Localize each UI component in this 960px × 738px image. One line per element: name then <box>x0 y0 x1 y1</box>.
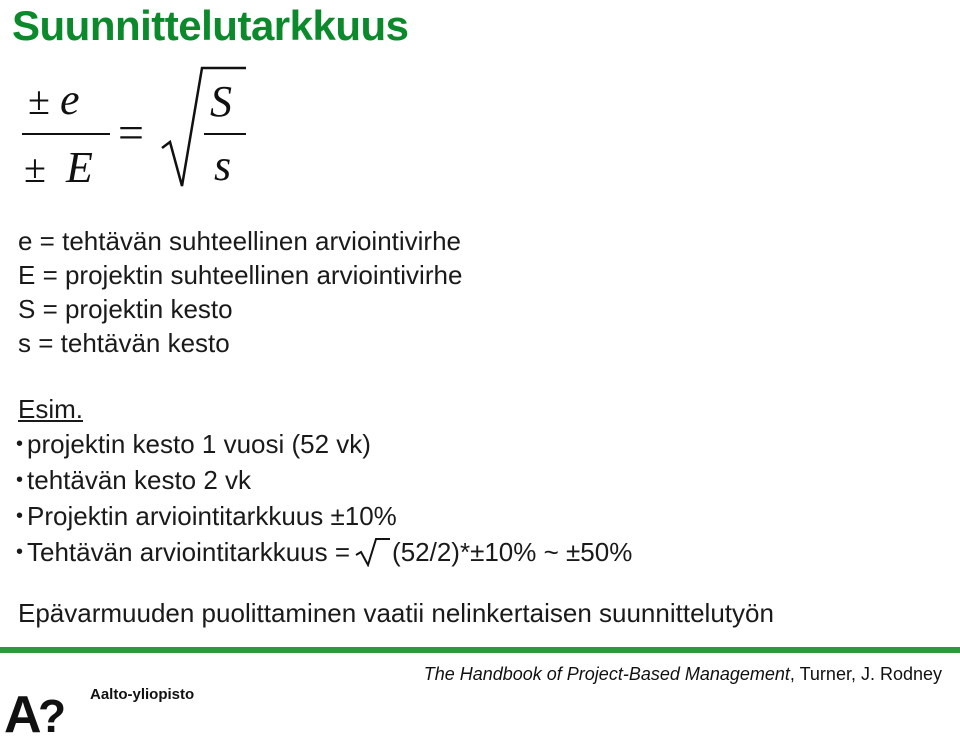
bullet-text: tehtävän kesto 2 vk <box>27 465 252 495</box>
definitions-list <box>18 224 462 360</box>
formula-pm-top: ± <box>28 78 50 123</box>
citation <box>424 664 942 685</box>
bullet-item <box>16 462 632 498</box>
definition-e: e = tehtävän suhteellinen arviointivirhe <box>18 226 462 256</box>
sqrt-icon <box>354 537 390 567</box>
logo-letter: A <box>4 688 42 734</box>
example-bullets <box>16 426 632 570</box>
conclusion-text: Epävarmuuden puolittaminen vaatii nelinkertaisen suunnittelutyön <box>18 598 774 628</box>
example-label: Esim. <box>18 394 83 424</box>
bullet-text: Projektin arviointitarkkuus ±10% <box>27 501 397 531</box>
definition-S: S = projektin kesto <box>18 294 233 324</box>
citation-author: , Turner, J. Rodney <box>789 664 942 684</box>
citation-title: The Handbook of Project-Based Management <box>423 664 790 684</box>
page-title: Suunnittelutarkkuus <box>12 2 409 49</box>
logo-mark: ? <box>38 690 67 734</box>
formula-denominator-s: s <box>214 141 232 190</box>
bullet-icon: • <box>16 433 24 455</box>
bullet-item <box>16 498 632 534</box>
bullet-item <box>16 534 632 570</box>
bullet-item <box>16 426 632 462</box>
bullet-text: projektin kesto 1 vuosi (52 vk) <box>27 429 371 459</box>
bullet-icon: • <box>16 469 24 491</box>
definition-s: s = tehtävän kesto <box>18 328 230 358</box>
bullet-text-suffix: (52/2)*±10% ~ ±50% <box>392 537 633 567</box>
bullet-icon: • <box>16 541 24 563</box>
formula-numerator-S: S <box>210 77 232 126</box>
aalto-logo <box>4 688 84 734</box>
footer-divider <box>0 647 960 653</box>
formula-numerator-e: e <box>60 75 80 124</box>
definition-E: E = projektin suhteellinen arviointivirhe <box>18 260 463 290</box>
formula-equals: = <box>118 107 144 158</box>
formula-pm-bottom: ± <box>24 146 46 191</box>
bullet-text-prefix: Tehtävän arviointitarkkuus = <box>27 537 351 567</box>
university-name: Aalto-yliopisto <box>90 686 195 703</box>
sqrt-sign <box>162 68 246 186</box>
formula-denominator-E: E <box>66 143 93 192</box>
formula <box>14 62 254 194</box>
bullet-icon: • <box>16 505 24 527</box>
